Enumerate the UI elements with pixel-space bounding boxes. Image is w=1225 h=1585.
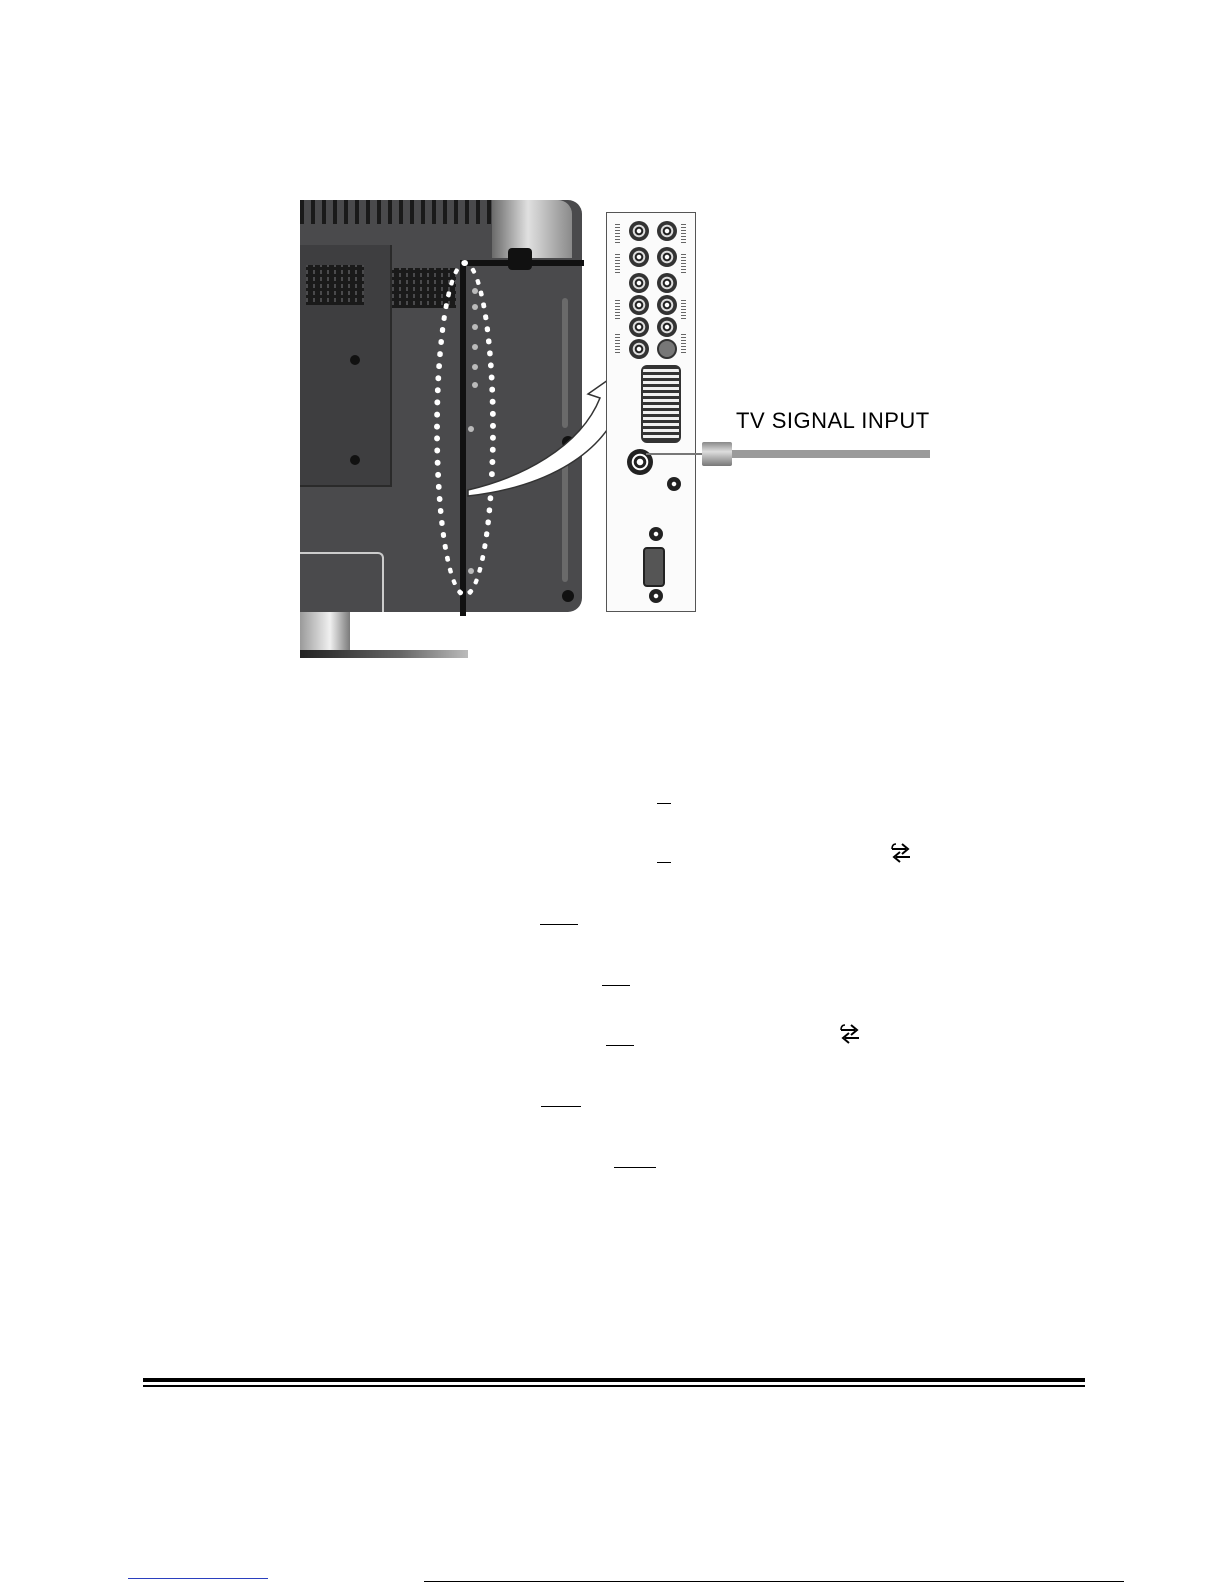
top-handle <box>492 200 572 258</box>
rca-jack <box>657 273 677 293</box>
underline-fragment <box>602 985 630 986</box>
bottom-plate <box>300 552 384 612</box>
vent-grille <box>306 265 364 305</box>
swap-arrows-icon <box>888 840 914 866</box>
rca-jack <box>657 221 677 241</box>
rca-jack <box>629 247 649 267</box>
link-underline <box>128 1578 268 1579</box>
port-label <box>681 223 686 243</box>
underline-fragment <box>657 803 671 804</box>
port-label <box>681 253 686 273</box>
port-label <box>681 333 686 353</box>
tv-signal-input-label: TV SIGNAL INPUT <box>736 408 930 433</box>
rca-jack <box>657 247 677 267</box>
vga-connector <box>643 547 665 587</box>
rca-jack <box>629 273 649 293</box>
audio-jack <box>649 589 663 603</box>
tv-stand-neck <box>300 612 350 650</box>
underline-fragment <box>614 1167 656 1168</box>
tv-stand-base <box>300 650 468 658</box>
rca-jack <box>629 295 649 315</box>
top-vent-grille <box>300 200 510 224</box>
swap-arrows-icon <box>837 1021 863 1047</box>
port-label <box>615 223 620 243</box>
antenna-plug <box>702 442 732 466</box>
footer-rule-thick <box>143 1378 1085 1382</box>
rca-jack <box>629 339 649 359</box>
s-video-jack <box>657 339 677 359</box>
bottom-rule <box>424 1581 1124 1582</box>
bay-latch <box>508 248 532 270</box>
connector-panel-closeup <box>606 212 696 612</box>
scart-connector <box>641 365 681 443</box>
port-label <box>615 333 620 353</box>
port-label <box>615 299 620 319</box>
screw <box>350 455 360 465</box>
rear-cover-panel <box>300 245 392 487</box>
screw <box>350 355 360 365</box>
screw <box>562 590 574 602</box>
tv-connection-diagram <box>300 200 940 660</box>
rca-jack <box>629 221 649 241</box>
audio-jack <box>667 477 681 491</box>
antenna-cable <box>714 450 930 458</box>
rca-jack <box>629 317 649 337</box>
underline-fragment <box>606 1045 634 1046</box>
underline-fragment <box>541 1106 581 1107</box>
cable-pin <box>646 453 704 455</box>
audio-jack <box>649 527 663 541</box>
footer-rule-thin <box>143 1385 1085 1387</box>
port-label <box>615 253 620 273</box>
rca-jack <box>657 317 677 337</box>
underline-fragment <box>657 862 671 863</box>
underline-fragment <box>540 924 578 925</box>
rca-jack <box>657 295 677 315</box>
port-label <box>681 299 686 319</box>
